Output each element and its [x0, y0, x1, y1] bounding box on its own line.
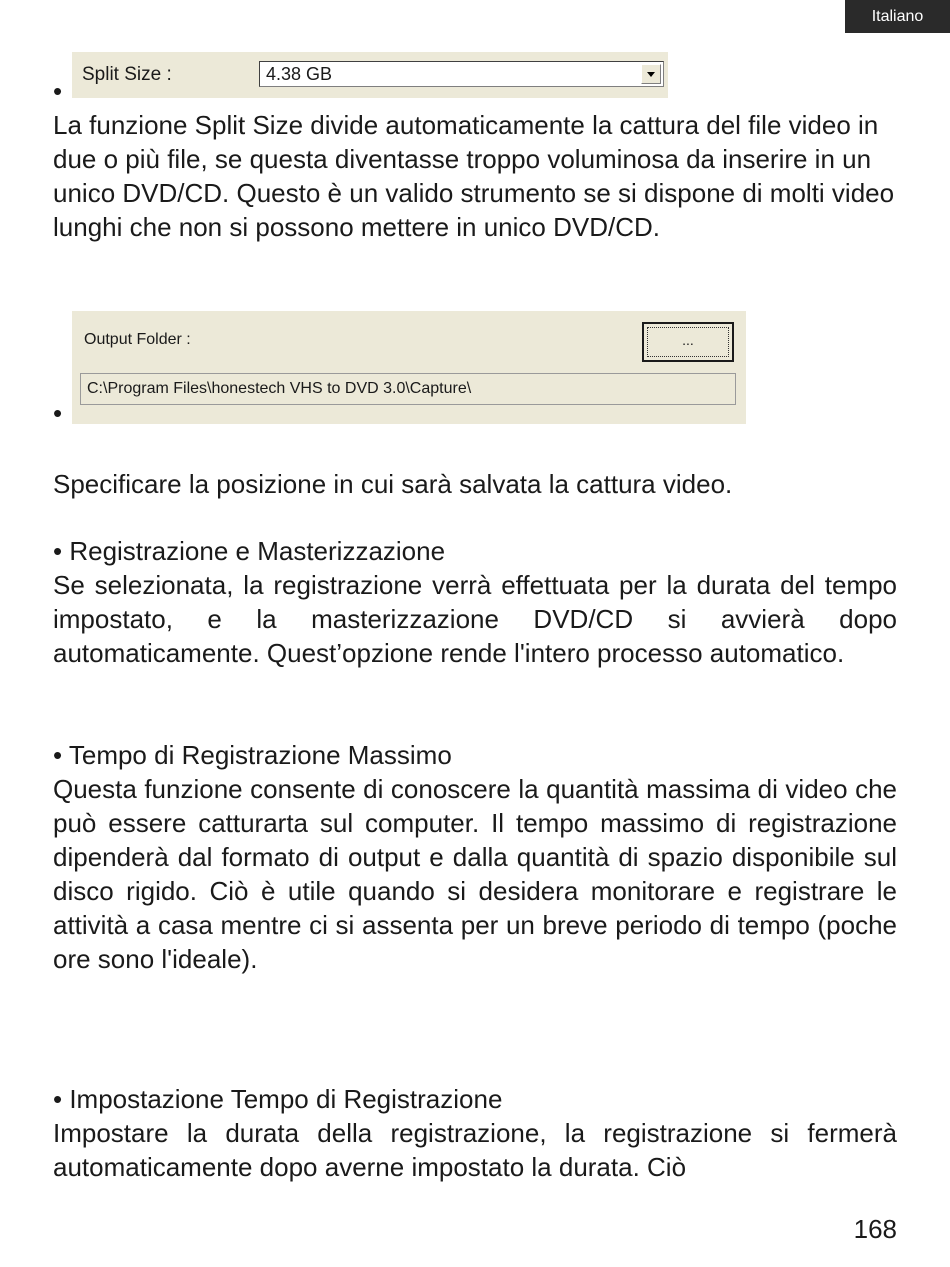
split-size-panel: [72, 52, 668, 98]
browse-button[interactable]: ...: [642, 322, 734, 362]
section-title: • Impostazione Tempo di Registrazione: [53, 1084, 503, 1114]
language-tab: Italiano: [845, 0, 950, 33]
bullet-icon: •: [53, 398, 63, 428]
bullet-icon: •: [53, 76, 63, 106]
split-size-value: 4.38 GB: [266, 64, 333, 84]
section-body: Impostare la durata della registrazione, la registrazione si fermerà automaticamente dopo averne impostato la durata. Ciò: [53, 1118, 897, 1182]
output-description: Specificare la posizione in cui sarà salvata la cattura video.: [53, 469, 733, 499]
section-body: Se selezionata, la registrazione verrà effettuata per la durata del tempo impostato, e la masterizzazione DVD/CD si avvierà dopo automaticamente. Quest’opzione rende l'intero processo automatico.: [53, 570, 897, 668]
section-title: • Registrazione e Masterizzazione: [53, 536, 446, 566]
output-folder-label: Output Folder :: [84, 331, 191, 348]
page-number: 168: [853, 1214, 897, 1244]
output-folder-path[interactable]: C:\Program Files\honestech VHS to DVD 3.0\Capture\: [80, 373, 736, 405]
split-size-select[interactable]: [259, 61, 664, 87]
split-description: La funzione Split Size divide automaticamente la cattura del file video in due o più file, se questa diventasse troppo voluminosa da inserire in un unico DVD/CD. Questo è un valido strumento se si dispone di molti video lunghi che non si possono mettere in unico DVD/CD.: [53, 110, 895, 242]
section-title: • Tempo di Registrazione Massimo: [53, 740, 452, 770]
split-size-label: Split Size :: [82, 64, 172, 85]
section-body: Questa funzione consente di conoscere la quantità massima di video che può essere catturarta sul computer. Il tempo massimo di registrazione dipenderà dal formato di output e dalla quantità di spazio disponibile sul disco rigido. Ciò è utile quando si desidera monitorare e registrare le attività a casa mentre ci si assenta per un breve periodo di tempo (poche ore sono l'ideale).: [53, 774, 897, 974]
chevron-down-icon[interactable]: [641, 64, 661, 84]
output-folder-panel: [72, 311, 746, 424]
